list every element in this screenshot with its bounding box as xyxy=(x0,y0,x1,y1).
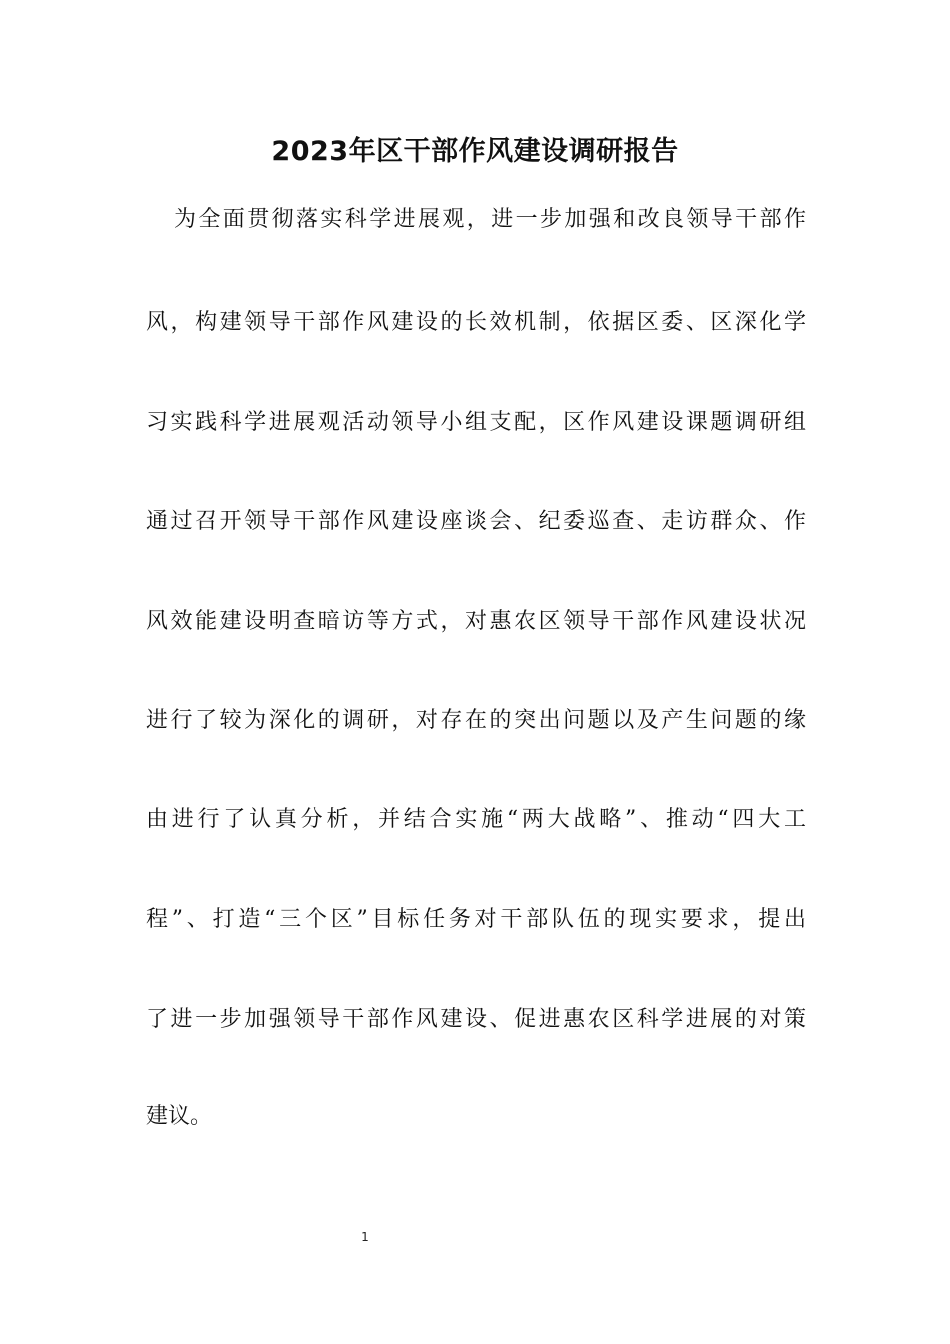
document-title: 2023年区干部作风建设调研报告 xyxy=(271,136,679,167)
paragraph-line: 由进行了认真分析，并结合实施“两大战略”、推动“四大工 xyxy=(146,807,806,832)
paragraph-line: 建议。 xyxy=(146,1104,213,1129)
paragraph-line: 习实践科学进展观活动领导小组支配，区作风建设课题调研组 xyxy=(146,410,806,435)
paragraph-line: 程”、打造“三个区”目标任务对干部队伍的现实要求，提出 xyxy=(146,907,806,932)
paragraph-line: 风效能建设明查暗访等方式，对惠农区领导干部作风建设状况 xyxy=(146,609,806,634)
paragraph-line: 进行了较为深化的调研，对存在的突出问题以及产生问题的缘 xyxy=(146,708,806,733)
page-number: 1 xyxy=(361,1230,369,1244)
paragraph-line: 风，构建领导干部作风建设的长效机制，依据区委、区深化学 xyxy=(146,310,806,335)
paragraph-line: 了进一步加强领导干部作风建设、促进惠农区科学进展的对策 xyxy=(146,1007,806,1032)
paragraph-line: 为全面贯彻落实科学进展观，进一步加强和改良领导干部作 xyxy=(174,207,806,232)
paragraph-line: 通过召开领导干部作风建设座谈会、纪委巡查、走访群众、作 xyxy=(146,509,806,534)
